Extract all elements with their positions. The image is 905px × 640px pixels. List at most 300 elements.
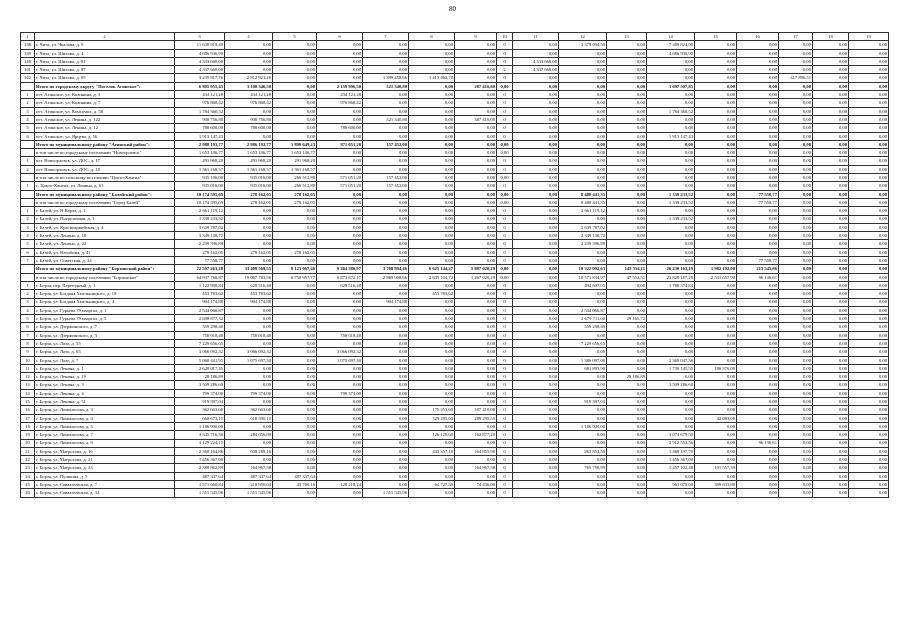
amount-cell: 0,00 <box>455 157 497 165</box>
table-row <box>21 57 889 65</box>
amount-cell: 0,00 <box>455 439 497 447</box>
amount-cell: 0,00 <box>813 215 849 223</box>
amount-cell: 2 812 921,26 <box>225 74 273 82</box>
table-row <box>21 99 889 107</box>
amount-cell: 0,00 <box>225 456 273 464</box>
amount-cell: 0,00 <box>779 406 813 414</box>
amount-cell: 0,00 <box>779 422 813 430</box>
amount-cell: 1 739 145,55 <box>647 364 695 372</box>
amount-cell: 2 869 908,66 <box>363 273 409 281</box>
amount-cell: 0 <box>497 481 513 489</box>
row-index-cell <box>21 140 35 148</box>
amount-cell: 1 653 136,77 <box>273 149 317 157</box>
amount-cell: 2 360 164,86 <box>175 447 225 455</box>
amount-cell: 0,00 <box>813 182 849 190</box>
amount-cell: 0,00 <box>779 207 813 215</box>
amount-cell: 0,00 <box>363 49 409 57</box>
amount-cell: 0,00 <box>607 215 647 223</box>
amount-cell: 0,00 <box>513 481 559 489</box>
amount-cell: 0 <box>497 57 513 65</box>
amount-cell: 0,00 <box>737 140 779 148</box>
amount-cell: 0,00 <box>497 82 513 90</box>
amount-cell: 0,00 <box>317 157 363 165</box>
amount-cell: 0,00 <box>849 240 889 248</box>
address-cell: пгт. Новоорловск, ул. ДОС, д. 18 <box>35 165 175 173</box>
amount-cell: 0,00 <box>273 464 317 472</box>
row-index-cell: 1 <box>21 157 35 165</box>
amount-cell: 0,00 <box>695 356 737 364</box>
amount-cell: 0,00 <box>849 464 889 472</box>
amount-cell: 1 399 458,66 <box>363 74 409 82</box>
amount-cell: 758 018,40 <box>175 331 225 339</box>
table-row <box>21 115 889 123</box>
amount-cell: 0,00 <box>409 66 455 74</box>
amount-cell: 0,00 <box>363 91 409 99</box>
amount-cell: 0,00 <box>779 447 813 455</box>
column-number-cell: 10 <box>497 33 513 41</box>
amount-cell: 2 239 396,89 <box>559 240 607 248</box>
amount-cell: 0,00 <box>513 207 559 215</box>
amount-cell: 0,00 <box>455 91 497 99</box>
amount-cell: 0 <box>497 364 513 372</box>
amount-cell: 0,00 <box>607 489 647 497</box>
amount-cell: 935 016,00 <box>225 174 273 182</box>
table-row <box>21 74 889 82</box>
amount-cell: 0,00 <box>273 456 317 464</box>
amount-cell: 935 016,00 <box>175 182 225 190</box>
address-cell: пгт. Агинское, ул. Комсомол, д. 58 <box>35 107 175 115</box>
amount-cell: 0,00 <box>607 74 647 82</box>
amount-cell: 164 867,38 <box>225 464 273 472</box>
amount-cell: 618 590,15 <box>225 414 273 422</box>
amount-cell: 0,00 <box>273 331 317 339</box>
amount-cell: 0,00 <box>513 174 559 182</box>
amount-cell: 0,00 <box>695 489 737 497</box>
amount-cell: 0,00 <box>695 290 737 298</box>
amount-cell: 0,00 <box>849 215 889 223</box>
amount-cell: 0,00 <box>813 66 849 74</box>
amount-cell: 0,00 <box>317 190 363 198</box>
amount-cell: 0 <box>497 248 513 256</box>
amount-cell: 0,00 <box>779 364 813 372</box>
amount-cell: 0,00 <box>737 323 779 331</box>
amount-cell: 0,00 <box>409 489 455 497</box>
amount-cell: 0,00 <box>363 398 409 406</box>
address-cell: г. Балей, ул. Красноармейская, д. 4 <box>35 223 175 231</box>
amount-cell: 278 162,05 <box>225 198 273 206</box>
amount-cell: 0,00 <box>559 182 607 190</box>
amount-cell: 0,00 <box>409 215 455 223</box>
amount-cell: 0,00 <box>813 406 849 414</box>
column-number-cell: 7 <box>363 33 409 41</box>
amount-cell: 0,00 <box>737 331 779 339</box>
table-row <box>21 157 889 165</box>
amount-cell: 0,00 <box>273 389 317 397</box>
amount-cell: 1 361 168,57 <box>273 165 317 173</box>
amount-cell: 0,00 <box>779 348 813 356</box>
amount-cell: 1 456 367,00 <box>647 456 695 464</box>
amount-cell: 0,00 <box>737 157 779 165</box>
amount-cell: 0,00 <box>317 406 363 414</box>
amount-cell: 0,00 <box>455 140 497 148</box>
amount-cell: 1 267 020,29 <box>455 273 497 281</box>
amount-cell: 0,00 <box>513 240 559 248</box>
amount-cell: 0,00 <box>513 298 559 306</box>
amount-cell: 0,00 <box>273 431 317 439</box>
amount-cell: 0,00 <box>513 456 559 464</box>
amount-cell: 0,00 <box>455 257 497 265</box>
table-row <box>21 348 889 356</box>
amount-cell: 0,00 <box>779 290 813 298</box>
amount-cell: 0,00 <box>559 82 607 90</box>
amount-cell: 0,00 <box>559 107 607 115</box>
address-cell: г. Борзя, ул. Ломоносова, д. 4 <box>35 414 175 422</box>
amount-cell: 0,00 <box>647 422 695 430</box>
column-number-cell: 11 <box>513 33 559 41</box>
table-row <box>21 165 889 173</box>
amount-cell: 0,00 <box>363 149 409 157</box>
amount-cell: 0,00 <box>607 398 647 406</box>
amount-cell: 0,00 <box>513 348 559 356</box>
amount-cell: 0,00 <box>647 323 695 331</box>
amount-cell: 0,00 <box>813 373 849 381</box>
table-row <box>21 298 889 306</box>
amount-cell: 0,00 <box>455 57 497 65</box>
amount-cell: 0 <box>497 207 513 215</box>
amount-cell: 0,00 <box>317 489 363 497</box>
amount-cell: 0,00 <box>409 190 455 198</box>
amount-cell: 157 452,00 <box>363 182 409 190</box>
amount-cell: 0,00 <box>455 207 497 215</box>
amount-cell: 0 <box>497 464 513 472</box>
amount-cell: 0,00 <box>779 232 813 240</box>
amount-cell: 0,00 <box>813 99 849 107</box>
amount-cell: 0,00 <box>363 165 409 173</box>
amount-cell: 0,00 <box>363 348 409 356</box>
amount-cell: 2 544 066,87 <box>559 306 607 314</box>
amount-cell: 0,00 <box>409 456 455 464</box>
amount-cell: 0,00 <box>849 257 889 265</box>
amount-cell: 0,00 <box>647 57 695 65</box>
amount-cell: 0,00 <box>737 232 779 240</box>
amount-cell: 0,00 <box>695 107 737 115</box>
amount-cell: 0,00 <box>455 198 497 206</box>
amount-cell: 0,00 <box>273 306 317 314</box>
table-row <box>21 248 889 256</box>
amount-cell: 0 <box>497 439 513 447</box>
amount-cell: 2 661 119,12 <box>175 207 225 215</box>
amount-cell: 0,00 <box>813 298 849 306</box>
amount-cell: 362 663,60 <box>175 406 225 414</box>
amount-cell: 417 896,51 <box>779 74 813 82</box>
amount-cell: 6 625 144,27 <box>409 265 455 273</box>
amount-cell: 0,00 <box>779 373 813 381</box>
row-index-cell: 20 <box>21 439 35 447</box>
amount-cell: 0,00 <box>695 447 737 455</box>
amount-cell: 0,00 <box>455 315 497 323</box>
amount-cell: 0,00 <box>607 49 647 57</box>
amount-cell: 0 <box>497 373 513 381</box>
amount-cell: 3 066 092,32 <box>317 348 363 356</box>
amount-cell: 0,00 <box>849 140 889 148</box>
amount-cell: 0,00 <box>647 414 695 422</box>
amount-cell: 0,00 <box>695 174 737 182</box>
amount-cell: 266 512,80 <box>273 182 317 190</box>
amount-cell: 0,00 <box>695 115 737 123</box>
amount-cell: 2 628 017,45 <box>175 364 225 372</box>
address-cell: г. Борзя, ул. Ломоносова, д. 9 <box>35 439 175 447</box>
amount-cell: 0,00 <box>779 240 813 248</box>
amount-cell: 0,00 <box>317 132 363 140</box>
amount-cell: 2 159 996,50 <box>317 82 363 90</box>
table-row <box>21 232 889 240</box>
amount-cell: 0,00 <box>849 315 889 323</box>
address-cell: пгт. Агинское, ул. Калинина, д. 3 <box>35 91 175 99</box>
table-row <box>21 66 889 74</box>
address-cell: в том числе по городскому поселению "Новоорловск" <box>35 149 175 157</box>
row-index-cell: 3 <box>21 298 35 306</box>
amount-cell: 0,00 <box>647 91 695 99</box>
amount-cell: 0,00 <box>849 107 889 115</box>
amount-cell: 0,00 <box>695 240 737 248</box>
amount-cell: 8 480 441,35 <box>559 190 607 198</box>
amount-cell: 0,00 <box>317 364 363 372</box>
amount-cell: 0,00 <box>813 74 849 82</box>
amount-cell: 0,00 <box>813 356 849 364</box>
row-index-cell: 139 <box>21 49 35 57</box>
amount-cell: 521 340,80 <box>363 82 409 90</box>
amount-cell: 0,00 <box>607 82 647 90</box>
row-index-cell: 1 <box>21 91 35 99</box>
amount-cell: 0,00 <box>409 223 455 231</box>
amount-cell: 0,00 <box>409 182 455 190</box>
amount-cell: 0,00 <box>455 356 497 364</box>
amount-cell: 387 416,00 <box>455 115 497 123</box>
amount-cell: 0,00 <box>363 257 409 265</box>
amount-cell: 0,00 <box>849 57 889 65</box>
amount-cell: 0,00 <box>779 140 813 148</box>
amount-cell: 0,00 <box>497 273 513 281</box>
amount-cell: 0,00 <box>695 389 737 397</box>
amount-cell: 0,00 <box>317 49 363 57</box>
amount-cell: 0,00 <box>317 464 363 472</box>
address-cell: г. Борзя, ул. Ленина, д. 4 <box>35 389 175 397</box>
amount-cell: 0,00 <box>779 223 813 231</box>
amount-cell: 0,00 <box>273 41 317 49</box>
amount-cell: 0,00 <box>813 348 849 356</box>
amount-cell: 0,00 <box>317 431 363 439</box>
amount-cell: 0,00 <box>813 364 849 372</box>
amount-cell: 0,00 <box>513 223 559 231</box>
amount-cell: 10 174 595,69 <box>175 190 225 198</box>
amount-cell: 434 121,28 <box>175 91 225 99</box>
amount-cell: 0,00 <box>409 174 455 182</box>
address-cell: г. Борзя, ул. Лазо, д. 63 <box>35 348 175 356</box>
amount-cell: 0,00 <box>779 298 813 306</box>
amount-cell: 0,00 <box>737 41 779 49</box>
amount-cell: 0,00 <box>849 456 889 464</box>
amount-cell: 0,00 <box>513 74 559 82</box>
amount-cell: 0,00 <box>455 223 497 231</box>
address-cell: г. Борзя, ул. Гурьева 79 квартал, д. 5 <box>35 315 175 323</box>
amount-cell: 0,00 <box>607 157 647 165</box>
table-row <box>21 281 889 289</box>
amount-cell: 0,00 <box>513 306 559 314</box>
amount-cell: 0,00 <box>317 115 363 123</box>
amount-cell: 0,00 <box>647 74 695 82</box>
amount-cell: 0 <box>497 306 513 314</box>
amount-cell: 0,00 <box>513 381 559 389</box>
amount-cell: 0,00 <box>513 323 559 331</box>
address-cell: г. Чита, ул. Шилова, д. 95 <box>35 74 175 82</box>
amount-cell: 0,00 <box>455 298 497 306</box>
amount-cell: 0,00 <box>273 124 317 132</box>
amount-cell: 0 <box>497 157 513 165</box>
column-number-row <box>21 33 889 41</box>
column-number-cell: 9 <box>455 33 497 41</box>
amount-cell: 660 673,15 <box>175 414 225 422</box>
amount-cell: 0,00 <box>273 49 317 57</box>
amount-cell: 362 663,60 <box>225 406 273 414</box>
amount-cell: 0,00 <box>559 257 607 265</box>
amount-cell: 0,00 <box>779 91 813 99</box>
address-cell: пгт. Агинское, ул. Калинина, д. 7 <box>35 99 175 107</box>
amount-cell: 0,00 <box>849 431 889 439</box>
amount-cell: 0,00 <box>317 306 363 314</box>
amount-cell: 0,00 <box>779 464 813 472</box>
amount-cell: 0,00 <box>497 190 513 198</box>
amount-cell: 191 557,39 <box>695 464 737 472</box>
amount-cell: 3 074 679,50 <box>647 431 695 439</box>
row-index-cell: 9 <box>21 348 35 356</box>
subtotal-row <box>21 149 889 157</box>
amount-cell: 0,00 <box>779 489 813 497</box>
amount-cell: 2 661 119,12 <box>559 207 607 215</box>
amount-cell: 1 361 168,57 <box>225 165 273 173</box>
amount-cell: 0,00 <box>813 489 849 497</box>
amount-cell: 0,00 <box>455 472 497 480</box>
amount-cell: 1 456 367,00 <box>175 456 225 464</box>
amount-cell: 0,00 <box>607 472 647 480</box>
address-cell: пгт. Новоорловск, ул. ДОС, д. 17 <box>35 157 175 165</box>
address-cell: г. Борзя, ул. Ленина, д. 19 <box>35 373 175 381</box>
amount-cell: 0,00 <box>849 190 889 198</box>
column-number-cell: 12 <box>559 33 607 41</box>
amount-cell: 43 769,16 <box>273 481 317 489</box>
amount-cell: 0,00 <box>813 107 849 115</box>
amount-cell: 187 410,00 <box>455 406 497 414</box>
amount-cell: 0,00 <box>225 315 273 323</box>
amount-cell: 0,00 <box>849 398 889 406</box>
amount-cell: 0,00 <box>607 290 647 298</box>
amount-cell: 278 162,05 <box>225 248 273 256</box>
row-index-cell: 1 <box>21 281 35 289</box>
column-number-cell: 15 <box>695 33 737 41</box>
amount-cell: 1 075 697,30 <box>317 356 363 364</box>
amount-cell: 0,00 <box>559 174 607 182</box>
amount-cell: 0,00 <box>317 240 363 248</box>
amount-cell: 0,00 <box>363 223 409 231</box>
amount-cell: 0,00 <box>363 248 409 256</box>
address-cell: г. Борзя, ул. Матросова, д. 23 <box>35 464 175 472</box>
amount-cell: 0,00 <box>363 356 409 364</box>
amount-cell: 0,00 <box>813 41 849 49</box>
amount-cell: 0,00 <box>225 240 273 248</box>
amount-cell: 0,00 <box>607 389 647 397</box>
amount-cell: 0,00 <box>737 373 779 381</box>
column-number-cell: 17 <box>779 33 813 41</box>
amount-cell: 0,00 <box>779 389 813 397</box>
amount-cell: 0,00 <box>737 364 779 372</box>
amount-cell: 0,00 <box>647 406 695 414</box>
amount-cell: 0,00 <box>273 315 317 323</box>
amount-cell: 487 337,64 <box>175 472 225 480</box>
address-cell: г. Борзя, ул. Матросова, д. 21 <box>35 456 175 464</box>
amount-cell: 0,00 <box>409 140 455 148</box>
amount-cell: 0,00 <box>225 306 273 314</box>
amount-cell: 0,00 <box>607 190 647 198</box>
amount-cell: 0,00 <box>849 364 889 372</box>
amount-cell: 0,00 <box>559 456 607 464</box>
amount-cell: 0,00 <box>813 331 849 339</box>
amount-cell: 1 982 192,90 <box>695 265 737 273</box>
amount-cell: 0,00 <box>695 124 737 132</box>
amount-cell: 0,00 <box>273 356 317 364</box>
amount-cell: 0,00 <box>317 339 363 347</box>
amount-cell: 0,00 <box>849 41 889 49</box>
amount-cell: 2 698 877,32 <box>175 315 225 323</box>
amount-cell: 0,00 <box>813 281 849 289</box>
amount-cell: 0,00 <box>559 439 607 447</box>
amount-cell: 908 756,80 <box>175 115 225 123</box>
amount-cell: 0,00 <box>849 223 889 231</box>
amount-cell: 0,00 <box>455 281 497 289</box>
amount-cell: 0,00 <box>273 447 317 455</box>
amount-cell: 0,00 <box>409 232 455 240</box>
amount-cell: 758 018,40 <box>317 331 363 339</box>
amount-cell: 0,00 <box>737 248 779 256</box>
amount-cell: 0,00 <box>559 481 607 489</box>
amount-cell: 0,00 <box>813 414 849 422</box>
amount-cell: 0,00 <box>363 66 409 74</box>
amount-cell: 0,00 <box>513 489 559 497</box>
amount-cell: 0,00 <box>779 481 813 489</box>
table-row <box>21 398 889 406</box>
amount-cell: 0,00 <box>409 99 455 107</box>
amount-cell: 3 066 092,32 <box>175 348 225 356</box>
amount-cell: 0,00 <box>409 364 455 372</box>
amount-cell: 0,00 <box>225 66 273 74</box>
amount-cell: 0,00 <box>849 472 889 480</box>
row-index-cell: 13 <box>21 381 35 389</box>
table-row <box>21 414 889 422</box>
amount-cell: 0,00 <box>813 174 849 182</box>
amount-cell: 0,00 <box>607 481 647 489</box>
amount-cell: 0,00 <box>779 356 813 364</box>
amount-cell: 0,00 <box>695 439 737 447</box>
amount-cell: 0,00 <box>647 240 695 248</box>
amount-cell: 0,00 <box>317 207 363 215</box>
amount-cell: 0,00 <box>513 422 559 430</box>
amount-cell: 0,00 <box>559 298 607 306</box>
amount-cell: 0,00 <box>317 74 363 82</box>
amount-cell: 0,00 <box>779 414 813 422</box>
amount-cell: 0 <box>497 107 513 115</box>
amount-cell: 0,00 <box>409 281 455 289</box>
table-row <box>21 223 889 231</box>
amount-cell: 0,00 <box>225 439 273 447</box>
amount-cell: 0,00 <box>363 240 409 248</box>
